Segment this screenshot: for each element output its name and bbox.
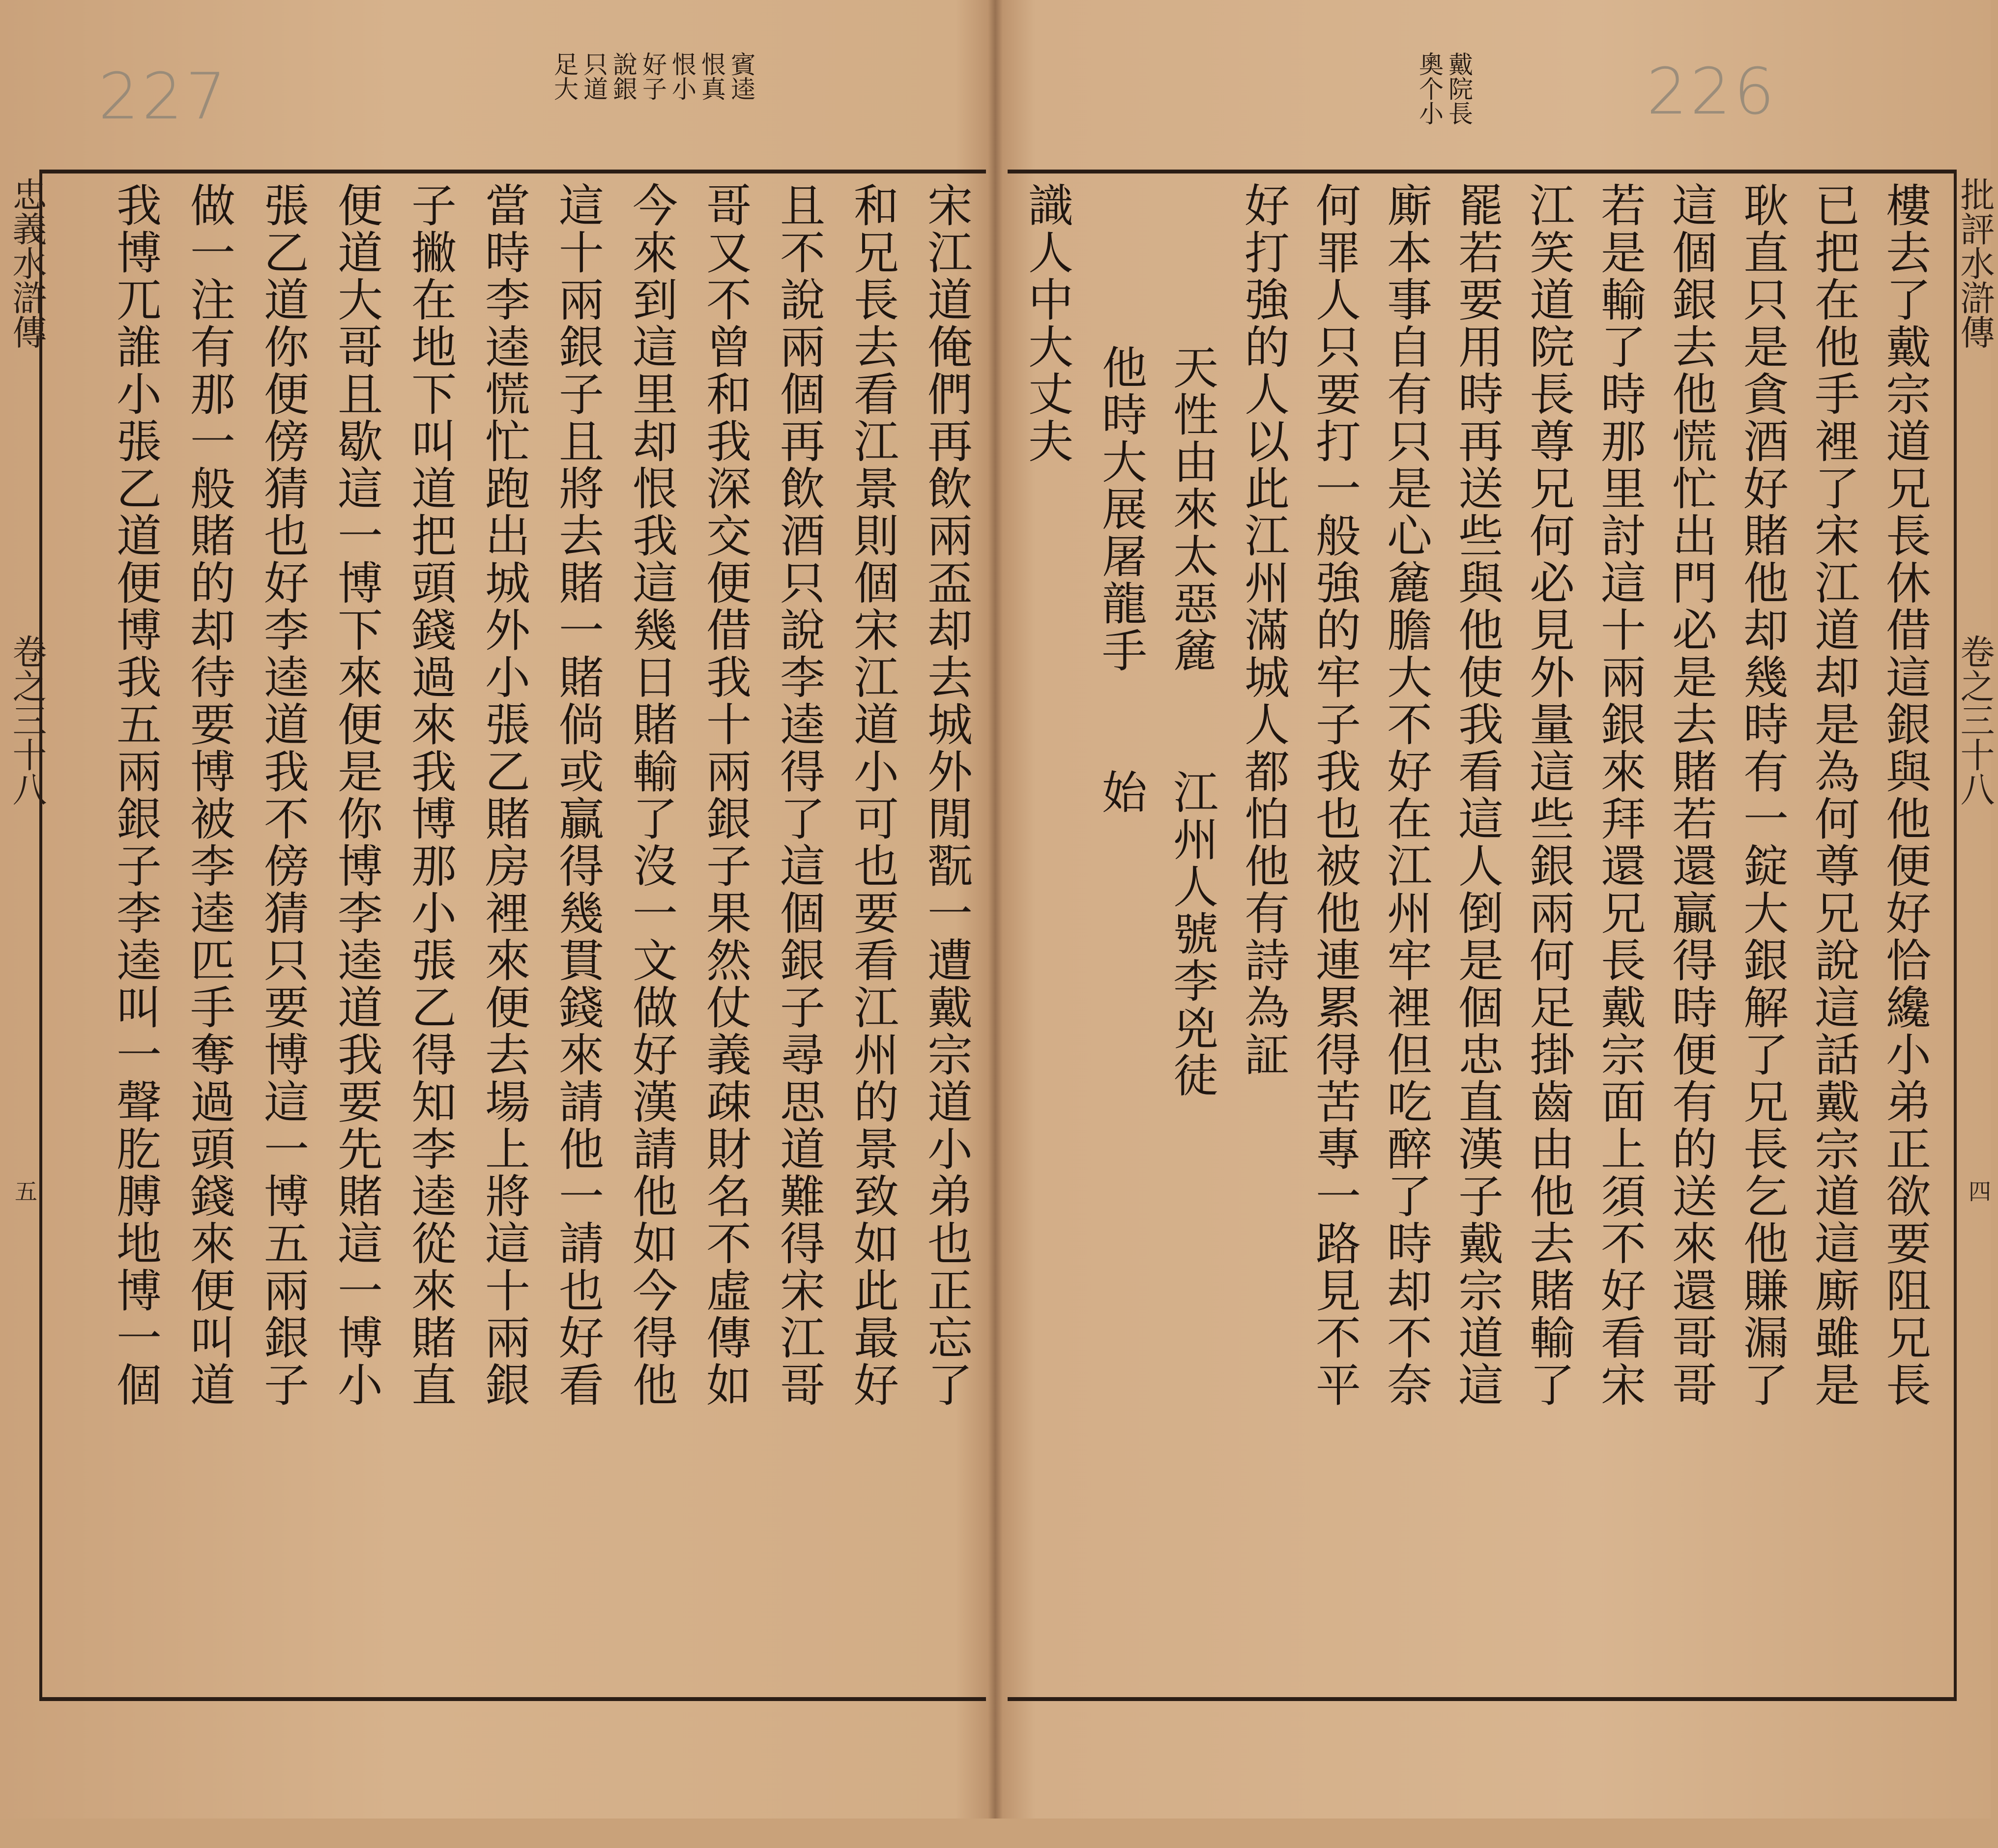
text-column: 好打強的人以此江州滿城人都怕他有詩為証 bbox=[1237, 182, 1290, 1078]
head-note: 賓逵 bbox=[727, 52, 755, 101]
text-column: 便道大哥且歇這一博下來便是你博李逵道我要先賭這一博小 bbox=[330, 182, 383, 1409]
poem-column: 識人中大丈夫 bbox=[1021, 182, 1073, 465]
text-column: 我博兀誰小張乙道便博我五兩銀子李逵叫一聲肐膊地博一個 bbox=[109, 182, 162, 1409]
text-column: 江笑道院長尊兄何必見外量這些銀兩何足掛齒由他去賭輸了 bbox=[1522, 182, 1575, 1409]
head-note: 說銀 bbox=[609, 52, 637, 101]
head-note: 足大 bbox=[550, 52, 579, 101]
head-note: 恨小 bbox=[668, 52, 696, 101]
text-column: 做一注有那一般賭的却待要博被李逵匹手奪過頭錢來便叫道 bbox=[183, 182, 235, 1409]
head-note: 好子 bbox=[638, 52, 667, 101]
right-page bbox=[998, 0, 1995, 1819]
head-note: 恨真 bbox=[697, 52, 726, 101]
spine-page-number: 四 bbox=[1965, 1180, 1992, 1202]
text-column: 當時李逵慌忙跑出城外小張乙賭房裡來便去場上將這十兩銀 bbox=[478, 182, 530, 1409]
text-column: 張乙道你便傍猜也好李逵道我不傍猜只要博這一博五兩銀子 bbox=[257, 182, 309, 1409]
pencil-page-number: 226 bbox=[1647, 54, 1778, 129]
text-column: 已把在他手裡了宋江道却是為何尊兄說這話戴宗道這廝雖是 bbox=[1807, 182, 1860, 1409]
text-column: 罷若要用時再送些與他使我看這人倒是個忠直漢子戴宗道這 bbox=[1451, 182, 1504, 1409]
head-note: 只道 bbox=[579, 52, 608, 101]
text-column: 若是輸了時那里討這十兩銀來拜還兄長戴宗面上須不好看宋 bbox=[1593, 182, 1646, 1409]
text-column: 子撇在地下叫道把頭錢過來我博那小張乙得知李逵從來賭直 bbox=[404, 182, 457, 1409]
spine-volume: 卷之三十八 bbox=[1955, 634, 1995, 806]
text-column: 這個銀去他慌忙出門必是去賭若還贏得時便有的送來還哥哥 bbox=[1665, 182, 1717, 1409]
head-note: 戴院長 bbox=[1445, 52, 1473, 125]
head-note: 奧个小 bbox=[1415, 52, 1444, 125]
spine-title: 批評水滸傳 bbox=[1955, 177, 1995, 349]
text-column: 和兄長去看江景則個宋江道小可也要看江州的景致如此最好 bbox=[846, 182, 899, 1409]
poem-column: 天性由來太惡麄 江州人號李兇徒 bbox=[1166, 344, 1218, 1099]
text-column: 宋江道俺們再飲兩盃却去城外閒翫一遭戴宗道小弟也正忘了 bbox=[920, 182, 973, 1409]
text-column: 何罪人只要打一般強的牢子我也被他連累得苦專一路見不平 bbox=[1308, 182, 1361, 1409]
left-page bbox=[0, 0, 993, 1819]
poem-column: 他時大展屠龍手 始 bbox=[1095, 344, 1147, 816]
pencil-page-number: 227 bbox=[98, 59, 230, 134]
spine-volume: 卷之三十八 bbox=[7, 634, 47, 806]
text-column: 耿直只是貪酒好賭他却幾時有一錠大銀解了兄長乞他賺漏了 bbox=[1736, 182, 1789, 1409]
text-column: 且不說兩個再飲酒只說李逵得了這個銀子尋思道難得宋江哥 bbox=[773, 182, 825, 1409]
text-column: 這十兩銀子且將去賭一賭倘或贏得幾貫錢來請他一請也好看 bbox=[551, 182, 604, 1409]
text-column: 廝本事自有只是心麄膽大不好在江州牢裡但吃醉了時却不奈 bbox=[1380, 182, 1432, 1409]
text-column: 今來到這里却恨我這幾日賭輸了沒一文做好漢請他如今得他 bbox=[625, 182, 678, 1409]
spine-title: 忠義水滸傳 bbox=[7, 177, 47, 349]
text-column: 樓去了戴宗道兄長休借這銀與他便好恰纔小弟正欲要阻兄長 bbox=[1879, 182, 1931, 1409]
text-column: 哥又不曾和我深交便借我十兩銀子果然仗義疎財名不虛傳如 bbox=[699, 182, 752, 1409]
spine-page-number: 五 bbox=[11, 1180, 38, 1202]
